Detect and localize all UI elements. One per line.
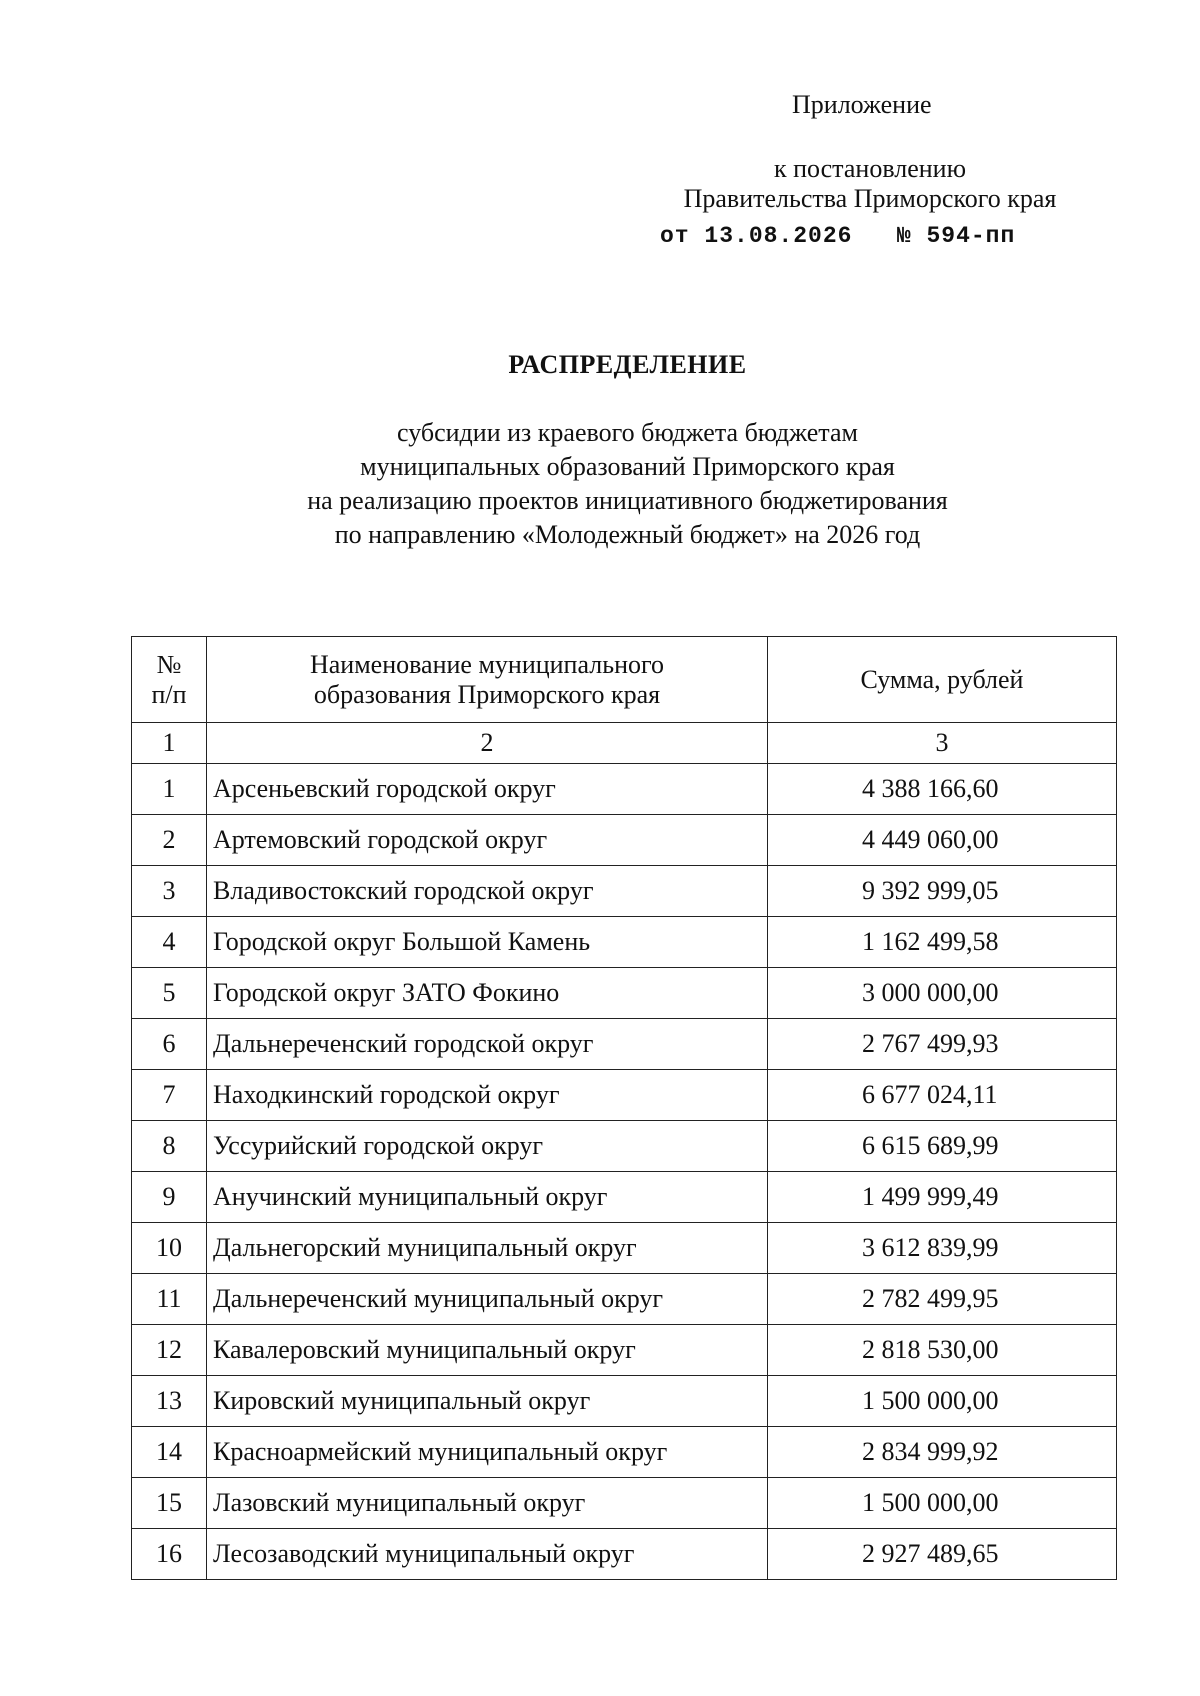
subtitle-line: по направлению «Молодежный бюджет» на 2026 год xyxy=(334,520,921,549)
row-number: 15 xyxy=(132,1478,207,1529)
table-row xyxy=(132,815,1117,866)
table-row xyxy=(132,1223,1117,1274)
subtitle-line: на реализацию проектов инициативного бюджетирования xyxy=(307,486,948,515)
table-row xyxy=(132,1121,1117,1172)
header-sum: Сумма, рублей xyxy=(768,637,1117,723)
row-municipality: Арсеньевский городской округ xyxy=(207,764,768,815)
table-row xyxy=(132,1274,1117,1325)
document-subtitle xyxy=(0,416,1200,552)
row-sum: 4 449 060,00 xyxy=(768,815,1117,866)
row-municipality: Уссурийский городской округ xyxy=(207,1121,768,1172)
row-municipality: Дальнереченский городской округ xyxy=(207,1019,768,1070)
column-index: 1 xyxy=(132,723,207,764)
subtitle-line: муниципальных образований Приморского края xyxy=(360,452,895,481)
decree-number: № 594-пп xyxy=(896,223,1016,249)
row-municipality: Находкинский городской округ xyxy=(207,1070,768,1121)
row-sum: 2 767 499,93 xyxy=(768,1019,1117,1070)
row-number: 12 xyxy=(132,1325,207,1376)
row-number: 8 xyxy=(132,1121,207,1172)
row-number: 1 xyxy=(132,764,207,815)
header-number: № п/п xyxy=(132,637,207,723)
row-number: 4 xyxy=(132,917,207,968)
table-row xyxy=(132,1376,1117,1427)
row-municipality: Дальнегорский муниципальный округ xyxy=(207,1223,768,1274)
row-sum: 3 000 000,00 xyxy=(768,968,1117,1019)
row-sum: 1 500 000,00 xyxy=(768,1478,1117,1529)
table-header-row xyxy=(132,637,1117,723)
column-index-row xyxy=(132,723,1117,764)
row-sum: 2 818 530,00 xyxy=(768,1325,1117,1376)
row-number: 10 xyxy=(132,1223,207,1274)
decree-reference-line2: Правительства Приморского края xyxy=(683,184,1057,213)
table-row xyxy=(132,1019,1117,1070)
table-row xyxy=(132,968,1117,1019)
table-row xyxy=(132,1478,1117,1529)
row-number: 7 xyxy=(132,1070,207,1121)
table-row xyxy=(132,917,1117,968)
row-sum: 6 615 689,99 xyxy=(768,1121,1117,1172)
distribution-table xyxy=(131,636,1117,1580)
row-sum: 2 782 499,95 xyxy=(768,1274,1117,1325)
row-sum: 1 499 999,49 xyxy=(768,1172,1117,1223)
column-index: 2 xyxy=(207,723,768,764)
row-municipality: Артемовский городской округ xyxy=(207,815,768,866)
decree-reference-line1: к постановлению xyxy=(773,154,967,183)
row-number: 13 xyxy=(132,1376,207,1427)
row-municipality: Владивостокский городской округ xyxy=(207,866,768,917)
row-sum: 3 612 839,99 xyxy=(768,1223,1117,1274)
table-row xyxy=(132,1325,1117,1376)
row-number: 5 xyxy=(132,968,207,1019)
document-title: РАСПРЕДЕЛЕНИЕ xyxy=(508,350,747,379)
row-municipality: Лазовский муниципальный округ xyxy=(207,1478,768,1529)
row-sum: 1 162 499,58 xyxy=(768,917,1117,968)
row-sum: 9 392 999,05 xyxy=(768,866,1117,917)
row-number: 16 xyxy=(132,1529,207,1580)
row-number: 2 xyxy=(132,815,207,866)
row-number: 3 xyxy=(132,866,207,917)
row-number: 9 xyxy=(132,1172,207,1223)
table-row xyxy=(132,1172,1117,1223)
row-municipality: Лесозаводский муниципальный округ xyxy=(207,1529,768,1580)
row-sum: 2 834 999,92 xyxy=(768,1427,1117,1478)
table-row xyxy=(132,1427,1117,1478)
table-row xyxy=(132,1529,1117,1580)
row-municipality: Анучинский муниципальный округ xyxy=(207,1172,768,1223)
row-municipality: Городской округ ЗАТО Фокино xyxy=(207,968,768,1019)
row-number: 14 xyxy=(132,1427,207,1478)
decree-reference xyxy=(660,154,1080,214)
decree-date: от 13.08.2026 xyxy=(660,223,853,249)
row-municipality: Дальнереченский муниципальный округ xyxy=(207,1274,768,1325)
table-row xyxy=(132,764,1117,815)
row-number: 6 xyxy=(132,1019,207,1070)
subtitle-line: субсидии из краевого бюджета бюджетам xyxy=(397,418,858,447)
row-municipality: Кавалеровский муниципальный округ xyxy=(207,1325,768,1376)
row-sum: 2 927 489,65 xyxy=(768,1529,1117,1580)
row-number: 11 xyxy=(132,1274,207,1325)
table-row xyxy=(132,1070,1117,1121)
appendix-label: Приложение xyxy=(792,90,932,119)
row-municipality: Кировский муниципальный округ xyxy=(207,1376,768,1427)
header-municipality: Наименование муниципального образования Приморского края xyxy=(207,637,768,723)
decree-stamp xyxy=(660,223,1015,249)
row-municipality: Красноармейский муниципальный округ xyxy=(207,1427,768,1478)
row-municipality: Городской округ Большой Камень xyxy=(207,917,768,968)
row-sum: 6 677 024,11 xyxy=(768,1070,1117,1121)
table-row xyxy=(132,866,1117,917)
row-sum: 1 500 000,00 xyxy=(768,1376,1117,1427)
row-sum: 4 388 166,60 xyxy=(768,764,1117,815)
column-index: 3 xyxy=(768,723,1117,764)
